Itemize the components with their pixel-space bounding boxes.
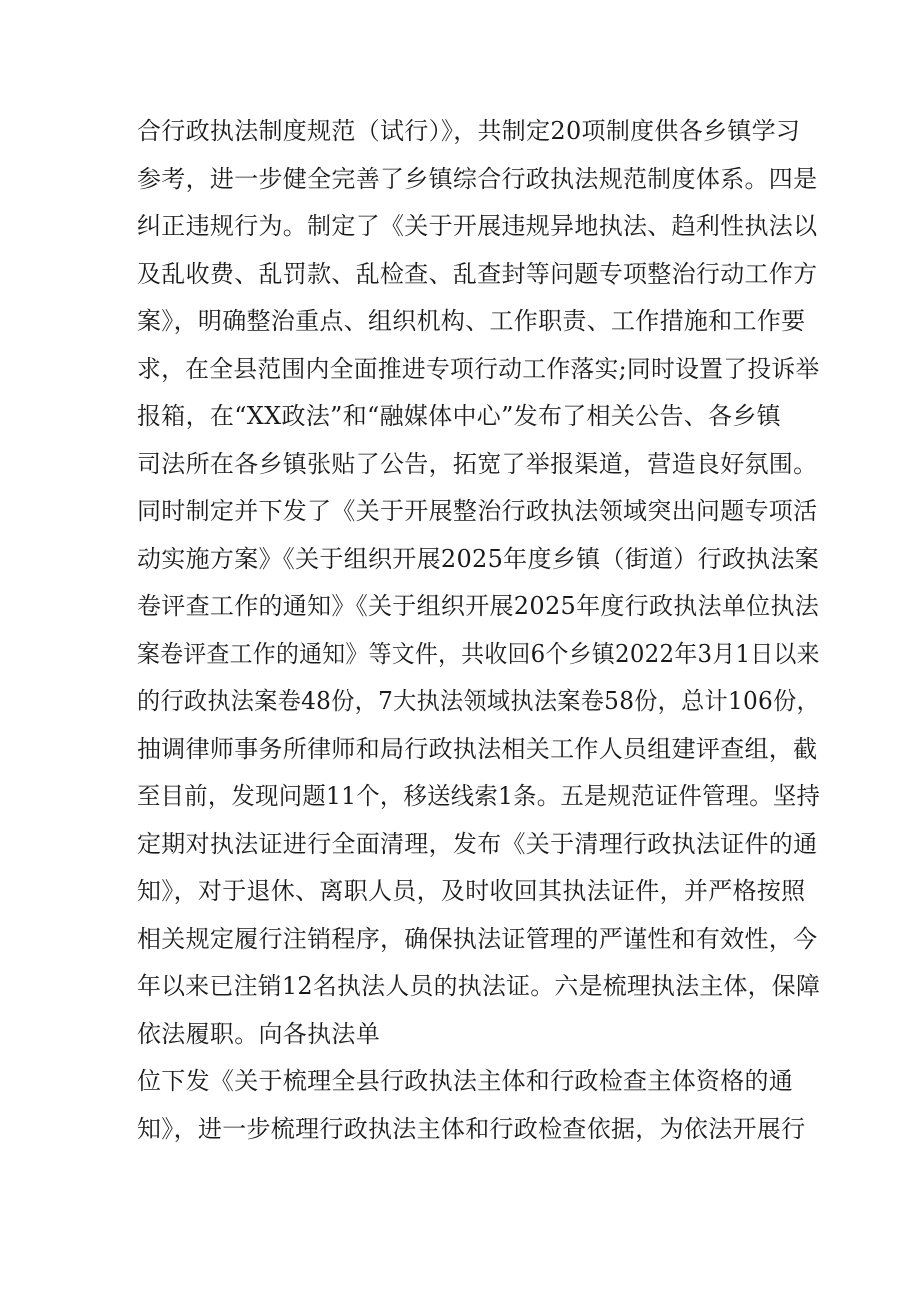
text-line-3: 纠正违规行为。制定了《关于开展违规异地执法、趋利性执法以 (137, 212, 818, 240)
text-line-18: 相关规定履行注销程序，确保执法证管理的严谨性和有效性，今 (137, 925, 818, 953)
text-line-13: 的行政执法案卷48份，7大执法领域执法案卷58份，总计106份， (137, 687, 820, 715)
text-line-4: 及乱收费、乱罚款、乱检查、乱查封等问题专项整治行动工作方 (137, 260, 818, 288)
text-line-8: 司法所在各乡镇张贴了公告，拓宽了举报渠道，营造良好氛围。 (137, 450, 818, 478)
text-line-16: 定期对执法证进行全面清理，发布《关于清理行政执法证件的通 (137, 830, 818, 858)
text-line-5: 案》，明确整治重点、组织机构、工作职责、工作措施和工作要 (137, 307, 806, 335)
text-line-6: 求，在全县范围内全面推进专项行动工作落实;同时设置了投诉举 (137, 355, 820, 383)
text-line-10: 动实施方案》《关于组织开展2025年度乡镇（街道）行政执法案 (137, 545, 820, 573)
text-line-17: 知》，对于退休、离职人员，及时收回其执法证件，并严格按照 (137, 877, 806, 905)
text-line-20: 依法履职。向各执法单 (137, 1020, 380, 1048)
text-line-7: 报箱，在“XX政法”和“融媒体中心”发布了相关公告、各乡镇 (137, 402, 781, 430)
text-line-14: 抽调律师事务所律师和局行政执法相关工作人员组建评查组，截 (137, 735, 818, 763)
text-line-22: 知》，进一步梳理行政执法主体和行政检查依据，为依法开展行 (137, 1115, 806, 1143)
text-line-21: 位下发《关于梳理全县行政执法主体和行政检查主体资格的通 (137, 1067, 794, 1095)
text-line-9: 同时制定并下发了《关于开展整治行政执法领域突出问题专项活 (137, 497, 818, 525)
text-line-15: 至目前，发现问题11个，移送线索1条。五是规范证件管理。坚持 (137, 782, 821, 810)
text-line-19: 年以来已注销12名执法人员的执法证。六是梳理执法主体，保障 (137, 972, 821, 1000)
text-line-11: 卷评查工作的通知》《关于组织开展2025年度行政执法单位执法 (137, 592, 820, 620)
text-line-12: 案卷评查工作的通知》等文件，共收回6个乡镇2022年3月1日以来 (137, 640, 820, 668)
text-line-1: 合行政执法制度规范（试行）》，共制定20项制度供各乡镇学习 (137, 117, 801, 145)
text-line-2: 参考，进一步健全完善了乡镇综合行政执法规范制度体系。四是 (137, 165, 818, 193)
